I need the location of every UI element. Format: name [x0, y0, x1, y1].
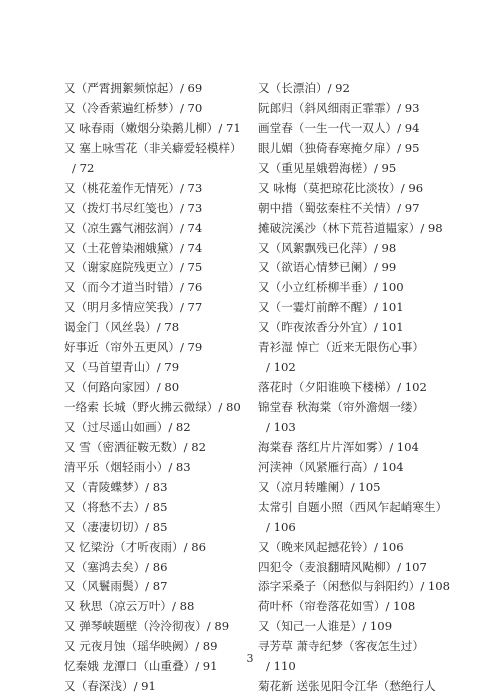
toc-entry: 又（将愁不去）/ 85 — [64, 499, 168, 514]
toc-entry-continuation: / 102 — [266, 360, 296, 375]
toc-entry-continuation: / 72 — [72, 160, 95, 175]
toc-entry: 又（凉生露气湘弦润）/ 74 — [64, 220, 203, 235]
toc-entry: 又（凉月转雕阑）/ 105 — [258, 479, 381, 494]
toc-entry: 锦堂春 秋海棠（帘外澹烟一缕） — [258, 400, 424, 414]
toc-entry: 海棠春 落红片片浑如雾）/ 104 — [258, 439, 419, 454]
toc-entry: 眼儿媚（独倚春寒掩夕扉）/ 95 — [258, 140, 420, 155]
toc-entry: 画堂春（一生一代一双人）/ 94 — [258, 120, 420, 135]
toc-entry-continuation: / 103 — [266, 419, 296, 434]
toc-entry: 又（长漂泊）/ 92 — [258, 81, 350, 95]
toc-entry: 又 咏春雨（嫩烟分染鹅儿柳）/ 71 — [64, 120, 241, 135]
toc-entry: 荷叶杯（帘卷落花如雪）/ 108 — [258, 599, 416, 614]
toc-entry: 又（知己一人谁是）/ 109 — [258, 619, 393, 634]
toc-entry: 又（冷香萦遍红桥梦）/ 70 — [64, 100, 203, 115]
toc-entry: 又（过尽遥山如画）/ 82 — [64, 419, 191, 434]
toc-entry: 又（而今才道当时错）/ 76 — [64, 280, 203, 295]
toc-entry: 又（马首望青山）/ 79 — [64, 360, 180, 375]
toc-entry: 又（塞鸿去矣）/ 86 — [64, 559, 168, 574]
toc-entry-continuation: / 110 — [266, 659, 296, 674]
toc-entry: 忆秦娥 龙潭口（山重叠）/ 91 — [64, 659, 218, 674]
toc-entry: 好事近（帘外五更风）/ 79 — [64, 340, 203, 355]
toc-entry: 菊花新 送张见阳令江华（愁绝行人 — [258, 679, 436, 694]
toc-entry: 又（一霎灯前醉不醒）/ 101 — [258, 300, 404, 315]
page-number: 3 — [246, 652, 254, 665]
toc-right-column — [258, 79, 458, 697]
toc-entry: 阮郎归（斜风细雨正霏霏）/ 93 — [258, 100, 420, 115]
toc-entry: 又（拨灯书尽红笺也）/ 73 — [64, 200, 203, 215]
toc-entry: 一络索 长城（野火拂云微绿）/ 80 — [64, 400, 241, 414]
toc-entry: 又 忆梁汾（才听夜雨）/ 86 — [64, 539, 206, 554]
toc-entry: 又 元夜月蚀（瑶华映阙）/ 89 — [64, 639, 218, 654]
toc-entry: 添字采桑子（闲愁似与斜阳约）/ 108 — [258, 579, 451, 594]
toc-entry: 又 秋思（凉云万叶）/ 88 — [64, 599, 195, 614]
toc-entry: 四犯令（麦浪翻晴风飐柳）/ 107 — [258, 559, 427, 574]
toc-entry: 谒金门（风丝袅）/ 78 — [64, 320, 180, 335]
toc-entry: 太常引 自题小照（西风乍起峭寒生） — [258, 499, 448, 514]
toc-entry: 又（何路向家园）/ 80 — [64, 380, 180, 395]
toc-entry: 又（桃花羞作无情死）/ 73 — [64, 180, 203, 195]
toc-entry: 又（风絮飘残已化萍）/ 98 — [258, 240, 397, 255]
toc-entry: 河渎神（风紧雁行高）/ 104 — [258, 459, 404, 474]
toc-left-column — [64, 79, 246, 697]
toc-entry: 又（重见星娥碧海槎）/ 95 — [258, 160, 397, 175]
toc-entry: 又（小立红桥柳半垂）/ 100 — [258, 280, 404, 295]
toc-entry: 寻芳草 萧寺纪梦（客夜怎生过） — [258, 639, 424, 654]
toc-entry: 又（凄凄切切）/ 85 — [64, 519, 168, 534]
toc-entry: 又（土花曾染湘娥黛）/ 74 — [64, 240, 203, 255]
toc-entry: 清平乐（烟轻雨小）/ 83 — [64, 459, 191, 474]
toc-entry: 又（春深浅）/ 91 — [64, 679, 156, 694]
toc-entry: 又（明月多情应笑我）/ 77 — [64, 300, 203, 315]
toc-entry-continuation: / 106 — [266, 519, 296, 534]
toc-entry: 又（欲语心情梦已阑）/ 99 — [258, 260, 397, 275]
toc-entry: 落花时（夕阳谁唤下楼梯）/ 102 — [258, 380, 427, 395]
toc-entry: 又（谢家庭院残更立）/ 75 — [64, 260, 203, 275]
toc-entry: 摊破浣溪沙（林下荒苔道韫家）/ 98 — [258, 220, 443, 235]
toc-entry: 又（青陵蝶梦）/ 83 — [64, 479, 168, 494]
toc-entry: 又（晚来风起撼花铃）/ 106 — [258, 539, 404, 554]
toc-entry: 又（严霄拥絮频惊起）/ 69 — [64, 81, 203, 95]
toc-entry: 又 咏梅（莫把琼花比淡妆）/ 96 — [258, 180, 424, 195]
toc-entry: 青衫湿 悼亡（近来无限伤心事） — [258, 340, 424, 355]
toc-entry: 又（昨夜浓香分外宜）/ 101 — [258, 320, 404, 335]
toc-entry: 又 塞上咏雪花（非关癖爱轻模样） — [64, 140, 242, 155]
toc-entry: 又 雪（密洒征鞍无数）/ 82 — [64, 439, 206, 454]
toc-entry: 又 弹琴峡题壁（泠泠彻夜）/ 89 — [64, 619, 230, 634]
toc-entry: 朝中措（蜀弦秦柱不关情）/ 97 — [258, 200, 420, 215]
toc-entry: 又（风鬟雨鬓）/ 87 — [64, 579, 168, 594]
